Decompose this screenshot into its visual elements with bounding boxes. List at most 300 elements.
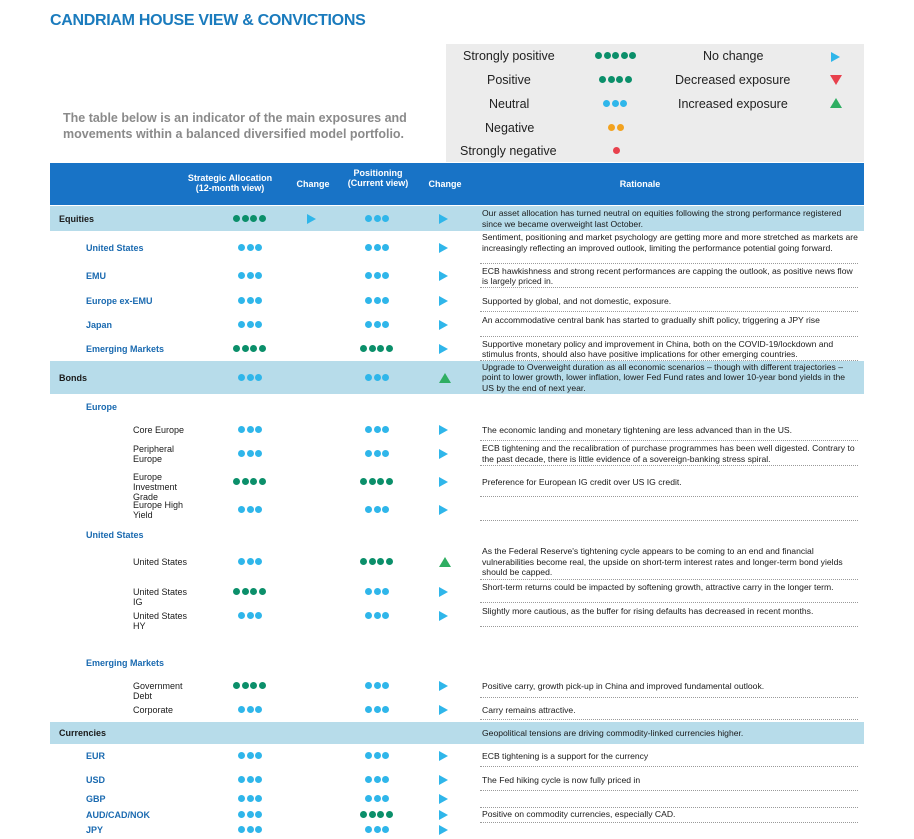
rating-dot (255, 244, 262, 251)
rating-dot (374, 426, 381, 433)
rating-dot (369, 558, 376, 565)
strategic-rating (238, 506, 262, 514)
rationale-text: Short-term returns could be impacted by softening growth, attractive carry in the longer term. (482, 581, 834, 592)
rating-dot (369, 345, 376, 352)
legend-strongly-negative-dots (613, 147, 620, 155)
row-divider (480, 807, 858, 808)
rating-dot (382, 776, 389, 783)
rationale-text: The Fed hiking cycle is now fully priced in (482, 774, 641, 785)
rating-dot (255, 374, 262, 381)
positioning-rating (360, 345, 393, 353)
row-divider (480, 311, 858, 312)
rating-dot (365, 297, 372, 304)
rating-dot (255, 321, 262, 328)
rating-dot (259, 345, 266, 352)
rating-dot (382, 706, 389, 713)
row-divider (480, 766, 858, 767)
legend-decreased-label: Decreased exposure (675, 73, 791, 87)
rating-dot (374, 215, 381, 222)
rating-dot (382, 612, 389, 619)
rationale-text: Geopolitical tensions are driving commodity-linked currencies higher. (482, 727, 744, 738)
change-icon (439, 794, 448, 804)
rating-dot (238, 426, 245, 433)
rating-dot (233, 682, 240, 689)
rating-dot (247, 811, 254, 818)
rating-dot (255, 795, 262, 802)
strategic-rating (233, 478, 266, 486)
header-change-2: Change (428, 179, 462, 189)
header-change-1: Change (296, 179, 330, 189)
positioning-rating (365, 215, 389, 223)
rationale-text: Positive carry, growth pick-up in China and improved fundamental outlook. (482, 680, 765, 691)
row-label: AUD/CAD/NOK (86, 809, 150, 820)
rating-dot (238, 826, 245, 833)
row-label: Core Europe (133, 425, 185, 435)
rating-dot (233, 345, 240, 352)
change-icon (439, 505, 448, 515)
rating-dot (365, 795, 372, 802)
change-icon (439, 775, 448, 785)
positioning-rating (365, 297, 389, 305)
rating-dot (382, 272, 389, 279)
positioning-rating (365, 826, 389, 834)
rating-dot (242, 588, 249, 595)
rating-dot (386, 811, 393, 818)
change-icon (439, 214, 448, 224)
strategic-rating (238, 612, 262, 620)
row-divider (480, 465, 858, 466)
rating-dot (369, 478, 376, 485)
change-icon (439, 611, 448, 621)
rating-dot (247, 321, 254, 328)
rationale-text: Supported by global, and not domestic, exposure. (482, 295, 672, 306)
change-icon (439, 320, 448, 330)
change-icon (439, 810, 448, 820)
change-icon (439, 751, 448, 761)
legend-no-change-icon (831, 52, 840, 62)
rating-dot (360, 478, 367, 485)
rating-dot (255, 558, 262, 565)
rating-dot (621, 52, 628, 59)
positioning-rating (365, 272, 389, 280)
rating-dot (365, 588, 372, 595)
rating-dot (247, 297, 254, 304)
rating-dot (247, 506, 254, 513)
rating-dot (365, 321, 372, 328)
rating-dot (255, 272, 262, 279)
rating-dot (255, 752, 262, 759)
rationale-text: Slightly more cautious, as the buffer for rising defaults has decreased in recent months. (482, 605, 814, 616)
positioning-rating (365, 776, 389, 784)
rating-dot (238, 374, 245, 381)
rating-dot (365, 752, 372, 759)
rationale-text: As the Federal Reserve's tightening cycle appears to be coming to an end and financial vulnerabilities become real, the upside on short-term interest rates and longer-term bond yields should be capped. (482, 546, 843, 578)
row-label: United States (86, 243, 144, 253)
rating-dot (360, 558, 367, 565)
rating-dot (374, 272, 381, 279)
row-label: Bonds (59, 372, 87, 383)
change-icon (439, 825, 448, 835)
rating-dot (374, 706, 381, 713)
rating-dot (238, 706, 245, 713)
positioning-rating (365, 795, 389, 803)
rating-dot (255, 826, 262, 833)
row-label: EUR (86, 751, 106, 761)
strategic-rating (238, 811, 262, 819)
rating-dot (247, 706, 254, 713)
rating-dot (365, 272, 372, 279)
rating-dot (374, 588, 381, 595)
rating-dot (259, 215, 266, 222)
positioning-rating (365, 374, 389, 382)
rating-dot (374, 795, 381, 802)
row-label: EMU (86, 271, 106, 281)
row-label: United States IG (133, 587, 188, 607)
positioning-rating (365, 321, 389, 329)
rating-dot (247, 272, 254, 279)
rating-dot (608, 124, 615, 131)
rating-dot (374, 752, 381, 759)
rating-dot (238, 811, 245, 818)
change-icon (439, 681, 448, 691)
change-icon (439, 243, 448, 253)
rating-dot (255, 811, 262, 818)
legend-strongly-positive-dots (595, 52, 636, 60)
change-icon (439, 373, 451, 383)
row-divider (480, 287, 858, 288)
strategic-rating (238, 450, 262, 458)
header-rationale: Rationale (619, 179, 661, 189)
rating-dot (247, 374, 254, 381)
change-icon (439, 425, 448, 435)
rating-dot (365, 450, 372, 457)
row-divider (480, 336, 858, 337)
row-label: GBP (86, 794, 106, 804)
row-label: Peripheral Europe (133, 443, 175, 464)
rating-dot (247, 450, 254, 457)
rating-dot (612, 100, 619, 107)
rating-dot (365, 244, 372, 251)
rating-dot (259, 588, 266, 595)
change-icon (439, 557, 451, 567)
rating-dot (629, 52, 636, 59)
rating-dot (616, 76, 623, 83)
rating-dot (247, 776, 254, 783)
rating-dot (382, 215, 389, 222)
rationale-text: Preference for European IG credit over US IG credit. (482, 476, 682, 487)
rating-dot (247, 244, 254, 251)
legend-positive-label: Positive (487, 73, 531, 87)
row-label: Emerging Markets (86, 658, 165, 668)
rating-dot (365, 506, 372, 513)
rating-dot (386, 558, 393, 565)
rating-dot (242, 215, 249, 222)
rationale-text: ECB hawkishness and strong recent performances are capping the outlook, as positive news flow is largely priced in. (482, 265, 853, 286)
row-label: United States (133, 557, 188, 567)
rating-dot (250, 215, 257, 222)
row-divider (480, 719, 858, 720)
rating-dot (382, 321, 389, 328)
rating-dot (608, 76, 615, 83)
rating-dot (382, 826, 389, 833)
legend-increased-label: Increased exposure (678, 97, 788, 111)
positioning-rating (365, 612, 389, 620)
rating-dot (242, 682, 249, 689)
change-icon (439, 477, 448, 487)
legend-increased-icon (830, 98, 842, 108)
rating-dot (242, 478, 249, 485)
row-divider (480, 602, 858, 603)
rationale-text: Sentiment, positioning and market psychology are getting more and more stretched as markets are increasingly reflecting an improved outlook, limiting the performance potential going forward. (482, 232, 858, 253)
rating-dot (382, 752, 389, 759)
rating-dot (255, 426, 262, 433)
row-divider (480, 626, 858, 627)
legend-strongly-negative-label: Strongly negative (460, 144, 557, 158)
rationale-text: ECB tightening and the recalibration of purchase programmes has been well digested. Contrary to the past decade, there is little evidence of a sovereign-banking stress spiral. (482, 443, 855, 464)
row-label: Currencies (59, 728, 107, 738)
rationale-text: Positive on commodity currencies, especially CAD. (482, 809, 676, 820)
strategic-rating (238, 374, 262, 382)
rating-dot (250, 345, 257, 352)
rating-dot (603, 100, 610, 107)
row-divider (480, 790, 858, 791)
strategic-rating (233, 345, 266, 353)
rating-dot (377, 345, 384, 352)
rating-dot (365, 776, 372, 783)
rating-dot (247, 795, 254, 802)
rating-dot (382, 297, 389, 304)
rating-dot (599, 76, 606, 83)
row-label: USD (86, 775, 106, 785)
rating-dot (242, 345, 249, 352)
rating-dot (386, 345, 393, 352)
positioning-rating (365, 588, 389, 596)
strategic-rating (233, 682, 266, 690)
row-label: Corporate (133, 705, 174, 715)
rating-dot (369, 811, 376, 818)
positioning-rating (365, 450, 389, 458)
row-label: Government Debt (133, 681, 183, 701)
rating-dot (247, 752, 254, 759)
rating-dot (365, 706, 372, 713)
rating-dot (238, 506, 245, 513)
strategic-rating (238, 244, 262, 252)
row-label: Europe (86, 402, 118, 412)
rating-dot (247, 426, 254, 433)
positioning-rating (360, 478, 393, 486)
row-label: Equities (59, 213, 95, 224)
rating-dot (360, 345, 367, 352)
rating-dot (360, 811, 367, 818)
row-label: United States (86, 530, 144, 540)
strategic-rating (238, 776, 262, 784)
rating-dot (382, 450, 389, 457)
positioning-rating (360, 811, 393, 819)
rating-dot (238, 244, 245, 251)
rating-dot (238, 450, 245, 457)
rating-dot (620, 100, 627, 107)
strategic-rating (238, 558, 262, 566)
header-positioning: Positioning (Current view) (347, 168, 409, 188)
rating-dot (625, 76, 632, 83)
legend-strongly-positive-label: Strongly positive (463, 49, 555, 63)
row-divider (480, 822, 858, 823)
rating-dot (365, 612, 372, 619)
legend-negative-label: Negative (485, 121, 535, 135)
row-label: United States HY (133, 611, 188, 631)
rating-dot (377, 558, 384, 565)
rationale-text: Upgrade to Overweight duration as all economic scenarios – though with different trajectories – point to lower growth, lower inflation, lower Fed Fund rates and lower 10-year bond yields in the US by the end of next year. (482, 361, 846, 393)
strategic-rating (238, 795, 262, 803)
row-divider (480, 520, 858, 521)
rating-dot (374, 612, 381, 619)
rating-dot (238, 612, 245, 619)
positioning-rating (360, 558, 393, 566)
rating-dot (374, 776, 381, 783)
rationale-text: Carry remains attractive. (482, 704, 576, 715)
row-divider (480, 440, 858, 441)
positioning-rating (365, 244, 389, 252)
rating-dot (238, 752, 245, 759)
rating-dot (365, 374, 372, 381)
change-icon (439, 344, 448, 354)
rating-dot (233, 588, 240, 595)
rationale-text: ECB tightening is a support for the currency (482, 750, 649, 761)
row-label: JPY (86, 825, 104, 835)
legend-negative-dots (608, 124, 624, 132)
rating-dot (238, 272, 245, 279)
rating-dot (250, 588, 257, 595)
rating-dot (374, 682, 381, 689)
rationale-text: Our asset allocation has turned neutral on equities following the strong performance registered since we became overweight last October. (482, 208, 842, 229)
rationale-text: An accommodative central bank has started to gradually shift policy, triggering a JPY rise (482, 314, 820, 325)
intro-text: The table below is an indicator of the main exposures and movements within a balanced diversified model portfolio. (63, 111, 407, 141)
rating-dot (374, 450, 381, 457)
legend-positive-dots (599, 76, 632, 84)
legend (446, 44, 864, 162)
legend-no-change-label: No change (703, 49, 764, 63)
row-label: Europe Investment Grade (133, 472, 178, 502)
rating-dot (250, 478, 257, 485)
positioning-rating (365, 682, 389, 690)
rating-dot (382, 244, 389, 251)
row-divider (480, 263, 858, 264)
rating-dot (617, 124, 624, 131)
rating-dot (238, 558, 245, 565)
rating-dot (377, 478, 384, 485)
rating-dot (259, 682, 266, 689)
positioning-rating (365, 706, 389, 714)
legend-neutral-label: Neutral (489, 97, 530, 111)
change-icon (439, 587, 448, 597)
rating-dot (386, 478, 393, 485)
rating-dot (365, 215, 372, 222)
rating-dot (374, 506, 381, 513)
strategic-change-icon (307, 214, 316, 224)
rating-dot (255, 612, 262, 619)
rating-dot (382, 588, 389, 595)
strategic-rating (238, 272, 262, 280)
rating-dot (247, 558, 254, 565)
rationale-text: The economic landing and monetary tightening are less advanced than in the US. (482, 424, 793, 435)
strategic-rating (238, 297, 262, 305)
rating-dot (255, 776, 262, 783)
positioning-rating (365, 506, 389, 514)
page-title: CANDRIAM HOUSE VIEW & CONVICTIONS (50, 12, 366, 29)
rating-dot (233, 478, 240, 485)
rating-dot (612, 52, 619, 59)
rating-dot (255, 706, 262, 713)
rating-dot (365, 826, 372, 833)
rating-dot (247, 826, 254, 833)
row-divider (480, 496, 858, 497)
row-label: Japan (86, 320, 113, 330)
strategic-rating (238, 752, 262, 760)
positioning-rating (365, 752, 389, 760)
rating-dot (382, 682, 389, 689)
rating-dot (259, 478, 266, 485)
legend-decreased-icon (830, 75, 842, 85)
table-header (50, 163, 864, 205)
row-divider (480, 579, 858, 580)
rating-dot (238, 321, 245, 328)
rating-dot (382, 506, 389, 513)
header-strategic: Strategic Allocation (12-month view) (187, 173, 273, 193)
rating-dot (233, 215, 240, 222)
rating-dot (238, 795, 245, 802)
rating-dot (374, 826, 381, 833)
rating-dot (604, 52, 611, 59)
rating-dot (374, 244, 381, 251)
rating-dot (374, 321, 381, 328)
rating-dot (595, 52, 602, 59)
rating-dot (365, 682, 372, 689)
strategic-rating (233, 588, 266, 596)
rating-dot (255, 450, 262, 457)
rating-dot (374, 297, 381, 304)
rating-dot (250, 682, 257, 689)
change-icon (439, 271, 448, 281)
rating-dot (382, 426, 389, 433)
rating-dot (247, 612, 254, 619)
strategic-rating (238, 321, 262, 329)
strategic-rating (238, 706, 262, 714)
row-label: Europe High Yield (133, 500, 184, 520)
row-label: Europe ex-EMU (86, 296, 153, 306)
rating-dot (613, 147, 620, 154)
change-icon (439, 296, 448, 306)
rating-dot (382, 374, 389, 381)
strategic-rating (233, 215, 266, 223)
row-divider (480, 697, 858, 698)
change-icon (439, 705, 448, 715)
rating-dot (365, 426, 372, 433)
row-label: Emerging Markets (86, 344, 165, 354)
rating-dot (377, 811, 384, 818)
rationale-text: Supportive monetary policy and improvement in China, both on the COVID-19/lockdown and stimulus fronts, should also have positive implications for other emerging countries. (482, 338, 834, 359)
legend-neutral-dots (603, 100, 627, 108)
rating-dot (238, 776, 245, 783)
rating-dot (238, 297, 245, 304)
positioning-rating (365, 426, 389, 434)
strategic-rating (238, 426, 262, 434)
rating-dot (255, 506, 262, 513)
rating-dot (255, 297, 262, 304)
change-icon (439, 449, 448, 459)
rating-dot (382, 795, 389, 802)
rating-dot (374, 374, 381, 381)
strategic-rating (238, 826, 262, 834)
